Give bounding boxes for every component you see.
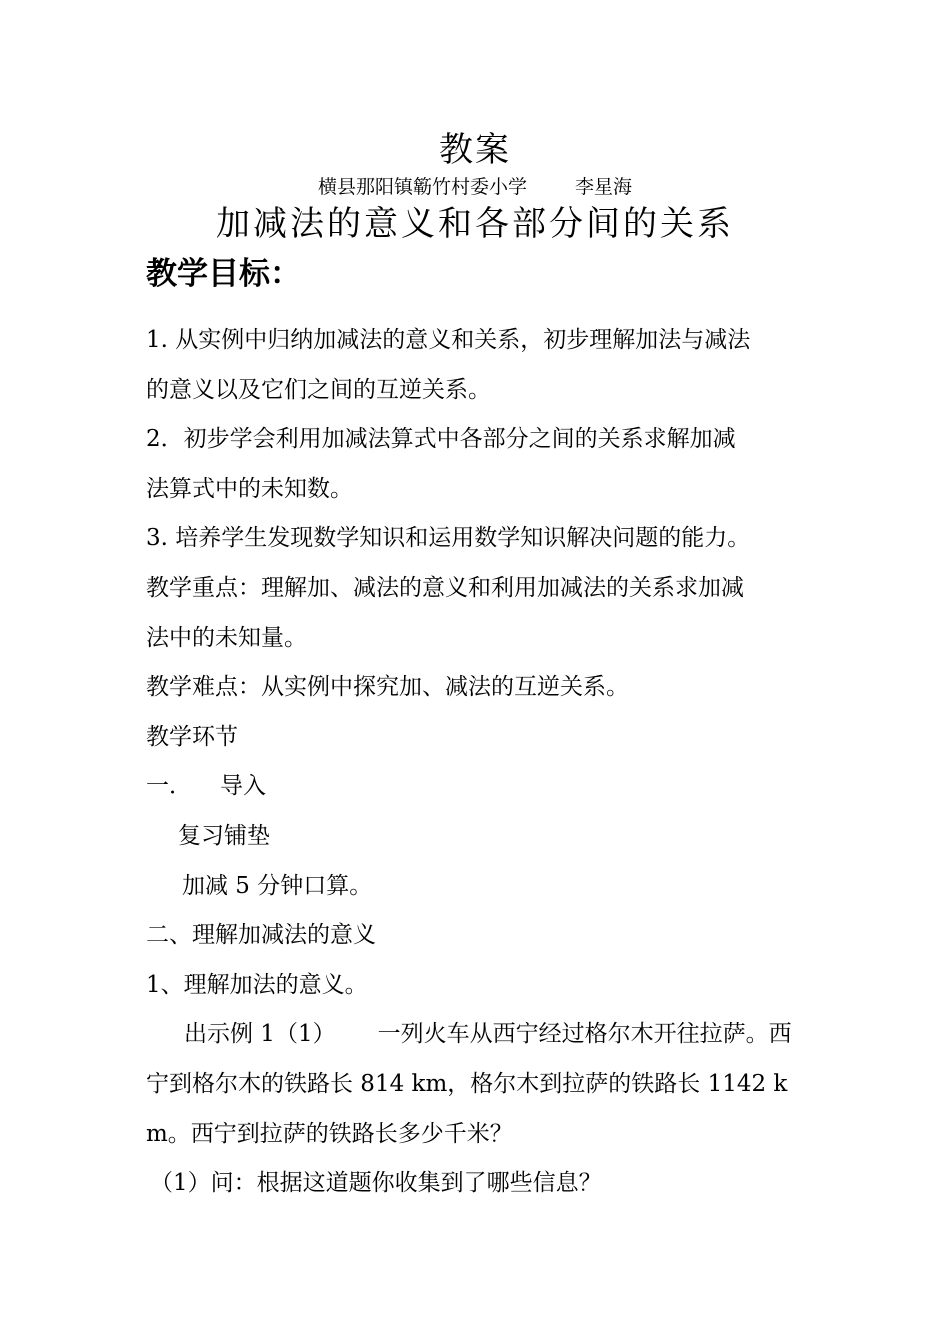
objective-line: 法算式中的未知数。 xyxy=(146,475,353,502)
school-name: 横县那阳镇簕竹村委小学 xyxy=(317,176,527,198)
example-text: 一列火车从西宁经过格尔木开往拉萨。西 xyxy=(377,1021,792,1048)
objectives-title: 教学目标： xyxy=(146,256,301,292)
example-line xyxy=(146,1010,816,1060)
teaching-steps-label: 教学环节 xyxy=(146,723,238,750)
difficulty-line: 教学难点：从实例中探究加、减法的互逆关系。 xyxy=(146,674,629,701)
objective-line: 2．初步学会利用加减法算式中各部分之间的关系求解加减 xyxy=(146,426,736,453)
key-point-line: 教学重点：理解加、减法的意义和利用加减法的关系求加减 xyxy=(146,574,744,601)
oral-arithmetic-line: 加减 5 分钟口算。 xyxy=(182,872,373,899)
section-one-number: 一． xyxy=(146,773,192,800)
example-label: 出示例 1（1） xyxy=(184,1021,336,1048)
key-point-line: 法中的未知量。 xyxy=(146,624,307,651)
author-name: 李星海 xyxy=(575,176,633,198)
example-line: 宁到格尔木的铁路长 814 km，格尔木到拉萨的铁路长 1142 k xyxy=(146,1070,788,1097)
document-body xyxy=(146,316,816,1209)
section-one-label: 导入 xyxy=(220,773,266,800)
review-line: 复习铺垫 xyxy=(178,822,270,849)
document-byline xyxy=(0,174,950,200)
section-one xyxy=(146,762,816,812)
lesson-heading: 加减法的意义和各部分间的关系 xyxy=(216,204,734,244)
objective-line: 的意义以及它们之间的互逆关系。 xyxy=(146,376,491,403)
item-one: 1、理解加法的意义。 xyxy=(146,971,368,998)
section-two: 二、理解加减法的意义 xyxy=(146,922,376,949)
question-line: （1）问：根据这道题你收集到了哪些信息？ xyxy=(150,1170,602,1197)
example-line: m。西宁到拉萨的铁路长多少千米？ xyxy=(146,1120,513,1147)
document-title: 教案 xyxy=(439,130,511,170)
objective-line: 3. 培养学生发现数学知识和运用数学知识解决问题的能力。 xyxy=(146,525,751,552)
objective-line: 1. 从实例中归纳加减法的意义和关系，初步理解加法与减法 xyxy=(146,327,751,353)
